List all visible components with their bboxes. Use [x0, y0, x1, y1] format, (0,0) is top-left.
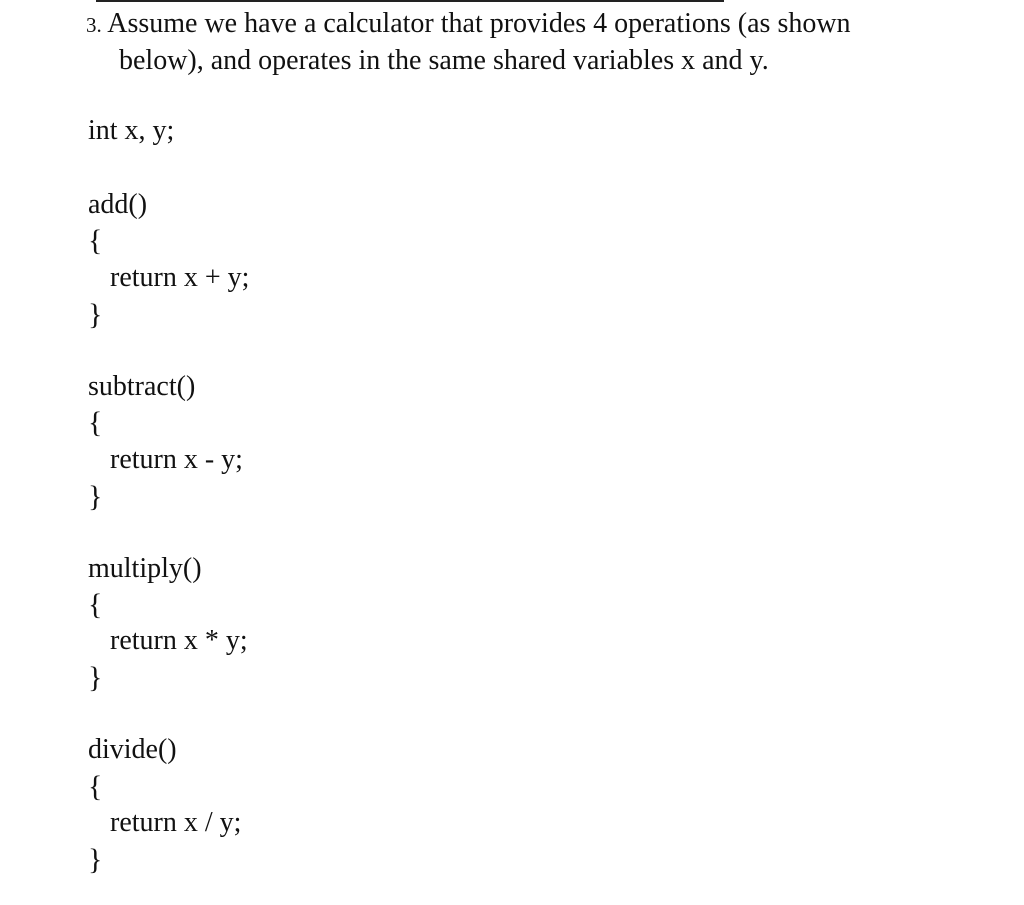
- close-brace: }: [88, 843, 103, 876]
- function-signature-divide: divide(): [88, 734, 177, 765]
- close-brace: }: [88, 480, 103, 513]
- function-body-add: return x + y;: [110, 262, 250, 293]
- close-brace: }: [88, 661, 103, 694]
- question-text-line-1: Assume we have a calculator that provides 4 operations (as shown: [107, 8, 851, 39]
- function-body-divide: return x / y;: [110, 807, 242, 838]
- open-brace: {: [88, 224, 103, 257]
- function-body-subtract: return x - y;: [110, 444, 243, 475]
- question-number: 3.: [86, 13, 102, 37]
- open-brace: {: [88, 588, 103, 621]
- function-body-multiply: return x * y;: [110, 625, 248, 656]
- question-text-line-2: below), and operates in the same shared variables x and y.: [119, 45, 769, 76]
- variable-declaration: int x, y;: [88, 115, 175, 146]
- code-listing: [88, 0, 688, 905]
- function-signature-subtract: subtract(): [88, 371, 196, 402]
- close-brace: }: [88, 298, 103, 331]
- open-brace: {: [88, 770, 103, 803]
- function-signature-multiply: multiply(): [88, 553, 202, 584]
- open-brace: {: [88, 406, 103, 439]
- function-signature-add: add(): [88, 189, 148, 220]
